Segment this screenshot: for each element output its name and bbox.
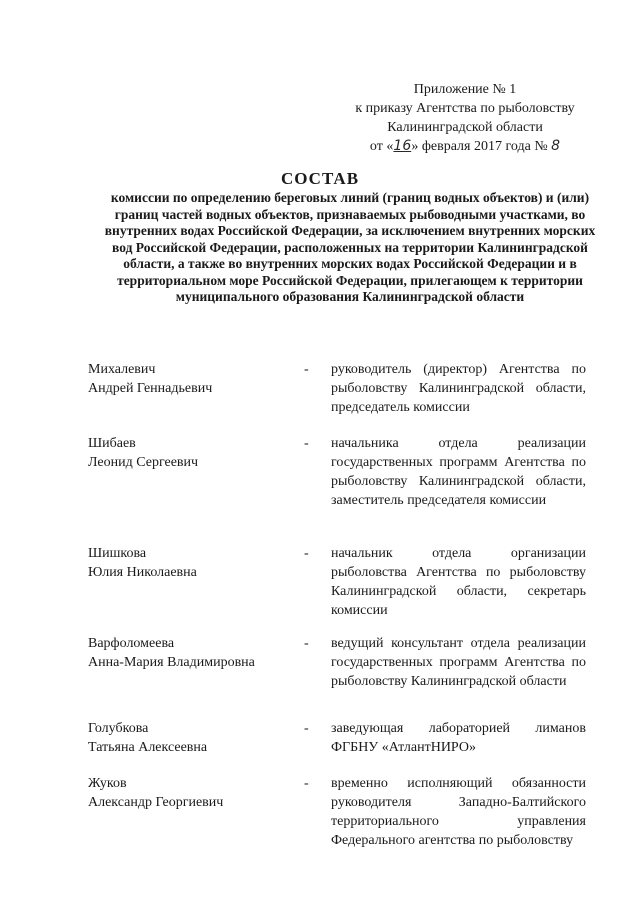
member-given-names: Андрей Геннадьевич [88, 381, 213, 396]
appendix-region: Калининградской области [387, 120, 543, 135]
member-row [88, 434, 600, 544]
member-dash: - [304, 436, 309, 451]
appendix-order-ref: к приказу Агентства по рыболовству [355, 101, 575, 116]
member-surname: Михалевич [88, 362, 156, 377]
member-dash: - [304, 721, 309, 736]
member-role: ведущий консультант отдела реализации государственных программ Агентства по рыболовству Калининградской области [331, 636, 586, 689]
member-dash: - [304, 546, 309, 561]
member-row [88, 544, 600, 634]
member-name [88, 774, 303, 874]
member-role: начальник отдела организации рыболовства Агентства по рыболовству Калининградской области, секретарь комиссии [331, 546, 586, 618]
member-given-names: Юлия Николаевна [88, 565, 197, 580]
document-subtitle: комиссии по определению береговых линий (границ водных объектов) и (или) границ частей водных объектов, признаваемых рыбоводными участками, во внутренних водах Российской Федерации, за исключением внутренних морских вод Российской Федерации, расположенных на территории Калининградской области, а также во внутренних морских водах Российской Федерации и в территориальном море Российской Федерации, прилегающем к территории муниципального образования Калининградской области [104, 190, 596, 304]
member-name [88, 719, 303, 774]
members-list [88, 360, 600, 874]
member-given-names: Татьяна Алексеевна [88, 740, 208, 755]
document-title: СОСТАВ [280, 169, 360, 188]
member-row [88, 774, 600, 874]
appendix-header [330, 80, 600, 156]
member-surname: Голубкова [88, 721, 149, 736]
member-surname: Шишкова [88, 546, 147, 561]
member-name [88, 544, 303, 634]
date-middle: » февраля 2017 года № [411, 139, 548, 154]
member-role: заведующая лабораторией лиманов ФГБНУ «АтлантНИРО» [331, 721, 586, 755]
member-role: временно исполняющий обязанности руководителя Западно-Балтийского территориального управления Федерального агентства по рыболовству [331, 776, 586, 848]
member-dash: - [304, 362, 309, 377]
member-row [88, 719, 600, 774]
member-given-names: Александр Георгиевич [88, 795, 224, 810]
handwritten-order-number: 8 [551, 138, 561, 154]
member-row [88, 634, 600, 719]
member-given-names: Анна-Мария Владимировна [88, 655, 255, 670]
member-name [88, 634, 303, 719]
member-name [88, 434, 303, 544]
member-dash: - [304, 636, 309, 651]
date-prefix: от « [369, 139, 394, 154]
appendix-date [330, 137, 600, 156]
member-row [88, 360, 600, 434]
member-role: руководитель (директор) Агентства по рыболовству Калининградской области, председатель комиссии [331, 362, 586, 415]
member-name [88, 360, 303, 434]
member-surname: Варфоломеева [88, 636, 175, 651]
member-surname: Жуков [88, 776, 127, 791]
appendix-number: Приложение № 1 [413, 82, 517, 97]
member-dash: - [304, 776, 309, 791]
member-role: начальника отдела реализации государственных программ Агентства по рыболовству Калининградской области, заместитель председателя комиссии [331, 436, 586, 508]
handwritten-day: 16 [393, 138, 412, 154]
member-given-names: Леонид Сергеевич [88, 455, 199, 470]
member-surname: Шибаев [88, 436, 136, 451]
